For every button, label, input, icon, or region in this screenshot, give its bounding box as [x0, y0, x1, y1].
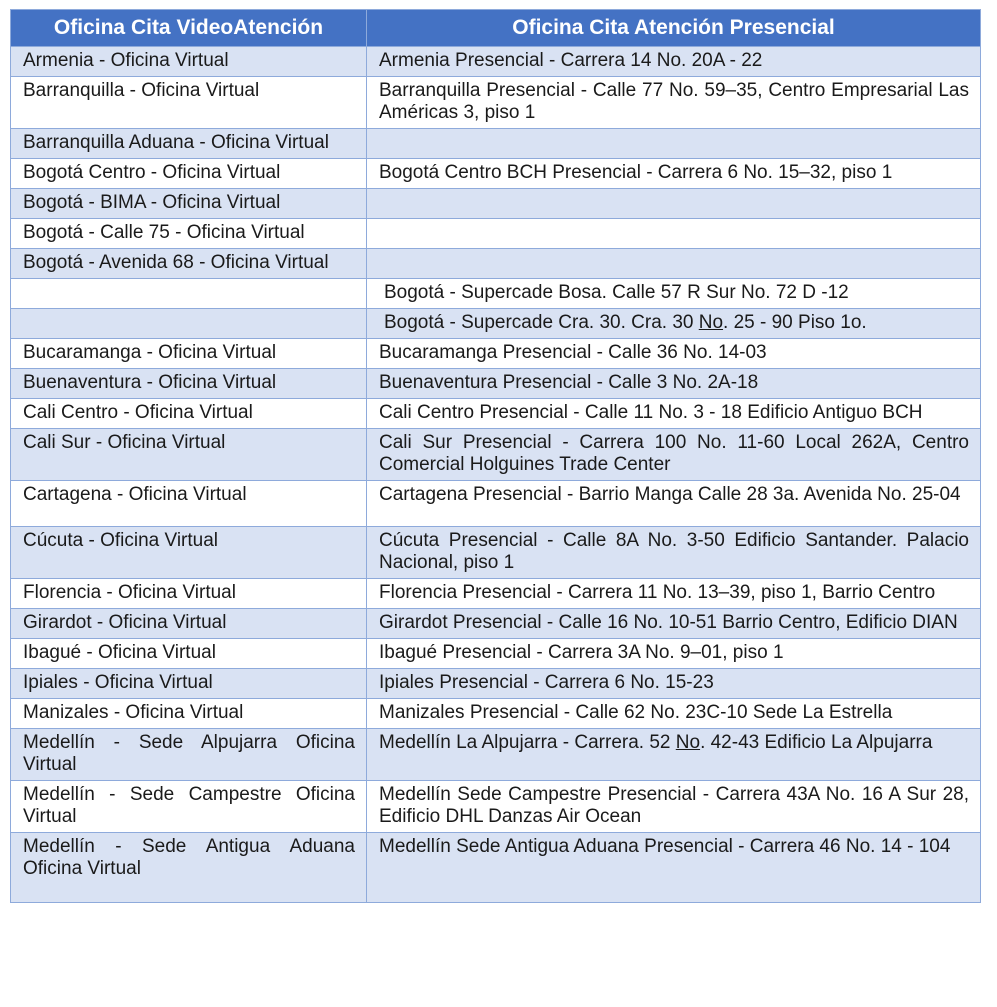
table-row	[11, 47, 981, 77]
cell-presencial	[367, 729, 981, 781]
table-row	[11, 481, 981, 527]
cell-presencial: Armenia Presencial - Carrera 14 No. 20A - 22	[367, 47, 981, 77]
offices-table-container	[10, 9, 980, 903]
cell-virtual: Barranquilla - Oficina Virtual	[11, 77, 367, 129]
table-row	[11, 527, 981, 579]
cell-virtual: Ipiales - Oficina Virtual	[11, 669, 367, 699]
table-row	[11, 669, 981, 699]
header-videoatencion: Oficina Cita VideoAtención	[11, 10, 367, 47]
cell-text-pre: Medellín La Alpujarra - Carrera. 52	[379, 732, 676, 753]
cell-presencial: Ibagué Presencial - Carrera 3A No. 9–01, piso 1	[367, 639, 981, 669]
cell-virtual: Barranquilla Aduana - Oficina Virtual	[11, 129, 367, 159]
table-row	[11, 609, 981, 639]
table-row	[11, 369, 981, 399]
cell-presencial	[367, 129, 981, 159]
cell-text-pre: Bogotá - Supercade Cra. 30. Cra. 30	[384, 312, 699, 333]
cell-virtual: Armenia - Oficina Virtual	[11, 47, 367, 77]
header-presencial: Oficina Cita Atención Presencial	[367, 10, 981, 47]
cell-virtual: Bogotá - BIMA - Oficina Virtual	[11, 189, 367, 219]
table-row	[11, 309, 981, 339]
cell-virtual: Bucaramanga - Oficina Virtual	[11, 339, 367, 369]
cell-virtual: Bogotá - Calle 75 - Oficina Virtual	[11, 219, 367, 249]
cell-presencial: Medellín Sede Antigua Aduana Presencial - Carrera 46 No. 14 - 104	[367, 833, 981, 903]
table-row	[11, 579, 981, 609]
cell-virtual: Cúcuta - Oficina Virtual	[11, 527, 367, 579]
cell-virtual: Cali Sur - Oficina Virtual	[11, 429, 367, 481]
cell-virtual: Florencia - Oficina Virtual	[11, 579, 367, 609]
cell-presencial: Florencia Presencial - Carrera 11 No. 13–39, piso 1, Barrio Centro	[367, 579, 981, 609]
table-row	[11, 833, 981, 903]
cell-virtual: Manizales - Oficina Virtual	[11, 699, 367, 729]
cell-presencial: Bucaramanga Presencial - Calle 36 No. 14-03	[367, 339, 981, 369]
cell-virtual	[11, 309, 367, 339]
cell-presencial: Cúcuta Presencial - Calle 8A No. 3-50 Edificio Santander. Palacio Nacional, piso 1	[367, 527, 981, 579]
cell-presencial	[367, 189, 981, 219]
cell-presencial	[367, 219, 981, 249]
cell-text-underlined: No	[675, 732, 701, 753]
table-row	[11, 279, 981, 309]
cell-virtual: Medellín - Sede Campestre Oficina Virtual	[11, 781, 367, 833]
table-row	[11, 729, 981, 781]
cell-virtual: Girardot - Oficina Virtual	[11, 609, 367, 639]
table-row	[11, 429, 981, 481]
cell-text-underlined: No	[698, 312, 724, 333]
cell-virtual	[11, 279, 367, 309]
table-row	[11, 159, 981, 189]
cell-presencial	[367, 249, 981, 279]
table-row	[11, 219, 981, 249]
table-row	[11, 77, 981, 129]
cell-text-post: . 42-43 Edificio La Alpujarra	[700, 732, 933, 753]
cell-presencial: Bogotá Centro BCH Presencial - Carrera 6 No. 15–32, piso 1	[367, 159, 981, 189]
table-row	[11, 699, 981, 729]
cell-presencial: Barranquilla Presencial - Calle 77 No. 59–35, Centro Empresarial Las Américas 3, piso 1	[367, 77, 981, 129]
cell-presencial: Girardot Presencial - Calle 16 No. 10-51 Barrio Centro, Edificio DIAN	[367, 609, 981, 639]
table-row	[11, 189, 981, 219]
cell-presencial: Medellín Sede Campestre Presencial - Carrera 43A No. 16 A Sur 28, Edificio DHL Danzas Air Ocean	[367, 781, 981, 833]
cell-presencial: Cartagena Presencial - Barrio Manga Calle 28 3a. Avenida No. 25-04	[367, 481, 981, 527]
cell-virtual: Cali Centro - Oficina Virtual	[11, 399, 367, 429]
table-row	[11, 781, 981, 833]
cell-virtual: Bogotá - Avenida 68 - Oficina Virtual	[11, 249, 367, 279]
cell-virtual: Cartagena - Oficina Virtual	[11, 481, 367, 527]
cell-virtual: Bogotá Centro - Oficina Virtual	[11, 159, 367, 189]
cell-presencial: Manizales Presencial - Calle 62 No. 23C-10 Sede La Estrella	[367, 699, 981, 729]
cell-virtual: Ibagué - Oficina Virtual	[11, 639, 367, 669]
cell-presencial	[367, 309, 981, 339]
cell-presencial: Buenaventura Presencial - Calle 3 No. 2A-18	[367, 369, 981, 399]
table-row	[11, 639, 981, 669]
table-header-row	[11, 10, 981, 47]
cell-virtual: Buenaventura - Oficina Virtual	[11, 369, 367, 399]
cell-presencial: Cali Sur Presencial - Carrera 100 No. 11-60 Local 262A, Centro Comercial Holguines Trade Center	[367, 429, 981, 481]
cell-virtual: Medellín - Sede Alpujarra Oficina Virtual	[11, 729, 367, 781]
table-row	[11, 249, 981, 279]
table-row	[11, 399, 981, 429]
cell-presencial: Cali Centro Presencial - Calle 11 No. 3 - 18 Edificio Antiguo BCH	[367, 399, 981, 429]
table-row	[11, 129, 981, 159]
cell-presencial: Ipiales Presencial - Carrera 6 No. 15-23	[367, 669, 981, 699]
cell-text-post: . 25 - 90 Piso 1o.	[723, 312, 867, 333]
cell-presencial: Bogotá - Supercade Bosa. Calle 57 R Sur No. 72 D -12	[367, 279, 981, 309]
table-row	[11, 339, 981, 369]
offices-table	[10, 9, 981, 903]
cell-virtual: Medellín - Sede Antigua Aduana Oficina Virtual	[11, 833, 367, 903]
